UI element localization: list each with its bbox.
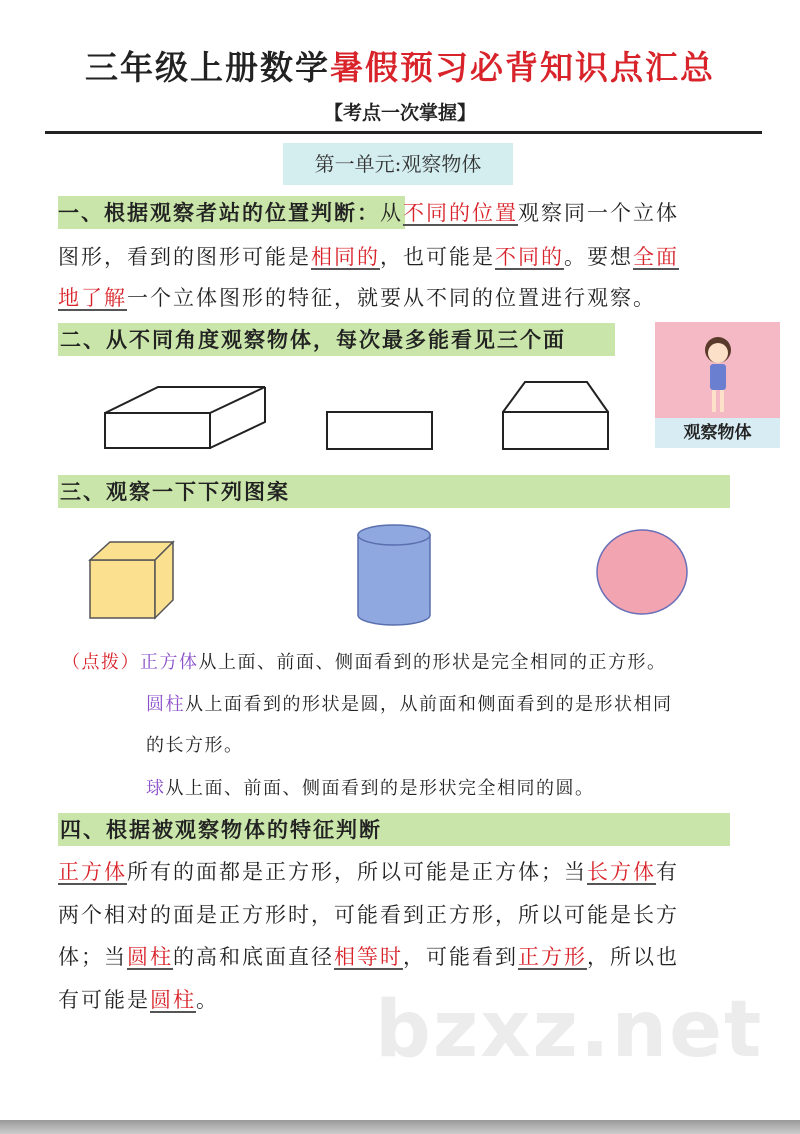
text-segment: 从上面、前面、侧面看到的是形状完全相同的圆。 (165, 778, 595, 799)
text-segment: 所有的面都是正方形，所以可能是正方体；当 (127, 860, 587, 884)
watermark: bzxz.net (375, 985, 764, 1075)
text-line (58, 198, 679, 228)
key-term: 不同的位置 (403, 201, 518, 225)
trapezoid-view (503, 382, 608, 449)
text-line (146, 731, 244, 761)
text-line (58, 857, 679, 887)
tip-label: （点拨） (62, 652, 140, 673)
key-term: 不同的 (495, 245, 564, 269)
text-segment: 从上面看到的形状是圆，从前面和侧面看到的是形状相同 (185, 694, 673, 715)
key-term: 圆柱 (150, 988, 196, 1012)
sphere-shape (597, 530, 687, 614)
solid-shapes (80, 520, 700, 630)
text-segment: 一个立体图形的特征，就要从不同的位置进行观察。 (127, 286, 656, 310)
page-title (0, 42, 800, 89)
shape-name: 正方体 (140, 652, 199, 673)
text-line (146, 774, 595, 804)
picture-caption: 观察物体 (655, 418, 780, 448)
text-segment: 从上面、前面、侧面看到的形状是完全相同的正方形。 (198, 652, 667, 673)
key-term: 全面 (633, 245, 679, 269)
text-segment: 有 (656, 860, 679, 884)
text-segment: 图形，看到的图形可能是 (58, 245, 311, 269)
front-view-rect (327, 412, 432, 449)
text-line (58, 985, 219, 1015)
text-segment: 观察同一个立体 (518, 201, 679, 225)
text-segment: ，可能看到 (403, 945, 518, 969)
cuboid-views (100, 380, 620, 455)
text-line (58, 242, 679, 272)
text-segment: ，也可能是 (380, 245, 495, 269)
text-segment: 体；当 (58, 945, 127, 969)
text-line (62, 648, 667, 678)
key-term: 正方体 (58, 860, 127, 884)
text-segment: 两个相对的面是正方形时，可能看到正方形，所以可能是长方 (58, 903, 679, 927)
text-segment: 的长方形。 (146, 735, 244, 756)
title-red: 暑假预习必背知识点汇总 (330, 48, 715, 87)
bottom-edge (0, 1120, 800, 1134)
text-line (58, 942, 679, 972)
text-segment: 。 (196, 988, 219, 1012)
text-line (58, 900, 679, 930)
title-black: 三年级上册数学 (85, 48, 330, 87)
text-segment: 从 (380, 201, 403, 225)
key-term: 相同的 (311, 245, 380, 269)
text-segment: 的高和底面直径 (173, 945, 334, 969)
text-segment: 有可能是 (58, 988, 150, 1012)
key-term: 正方形 (518, 945, 587, 969)
key-term: 圆柱 (127, 945, 173, 969)
text-segment: ，所以也 (587, 945, 679, 969)
subtitle: 【考点一次掌握】 (323, 102, 476, 124)
cube-shape (90, 542, 173, 618)
text-line (146, 690, 673, 720)
cuboid-shape (105, 387, 265, 448)
text-line (58, 283, 656, 313)
divider (45, 131, 762, 134)
section4-heading: 四、根据被观察物体的特征判断 (60, 817, 382, 842)
key-term: 相等时 (334, 945, 403, 969)
section3-heading: 三、观察一下下列图案 (60, 479, 290, 504)
shape-name: 圆柱 (146, 694, 185, 715)
girl-observing-picture (655, 322, 780, 448)
section1-heading: 一、根据观察者站的位置判断： (58, 200, 380, 225)
girl-illustration (655, 322, 780, 418)
shape-name: 球 (146, 778, 166, 799)
section2-heading: 二、从不同角度观察物体，每次最多能看见三个面 (60, 327, 566, 352)
key-term: 长方体 (587, 860, 656, 884)
unit-title: 第一单元:观察物体 (283, 143, 513, 185)
key-term: 地了解 (58, 286, 127, 310)
cylinder-shape (358, 525, 430, 625)
text-segment: 。要想 (564, 245, 633, 269)
